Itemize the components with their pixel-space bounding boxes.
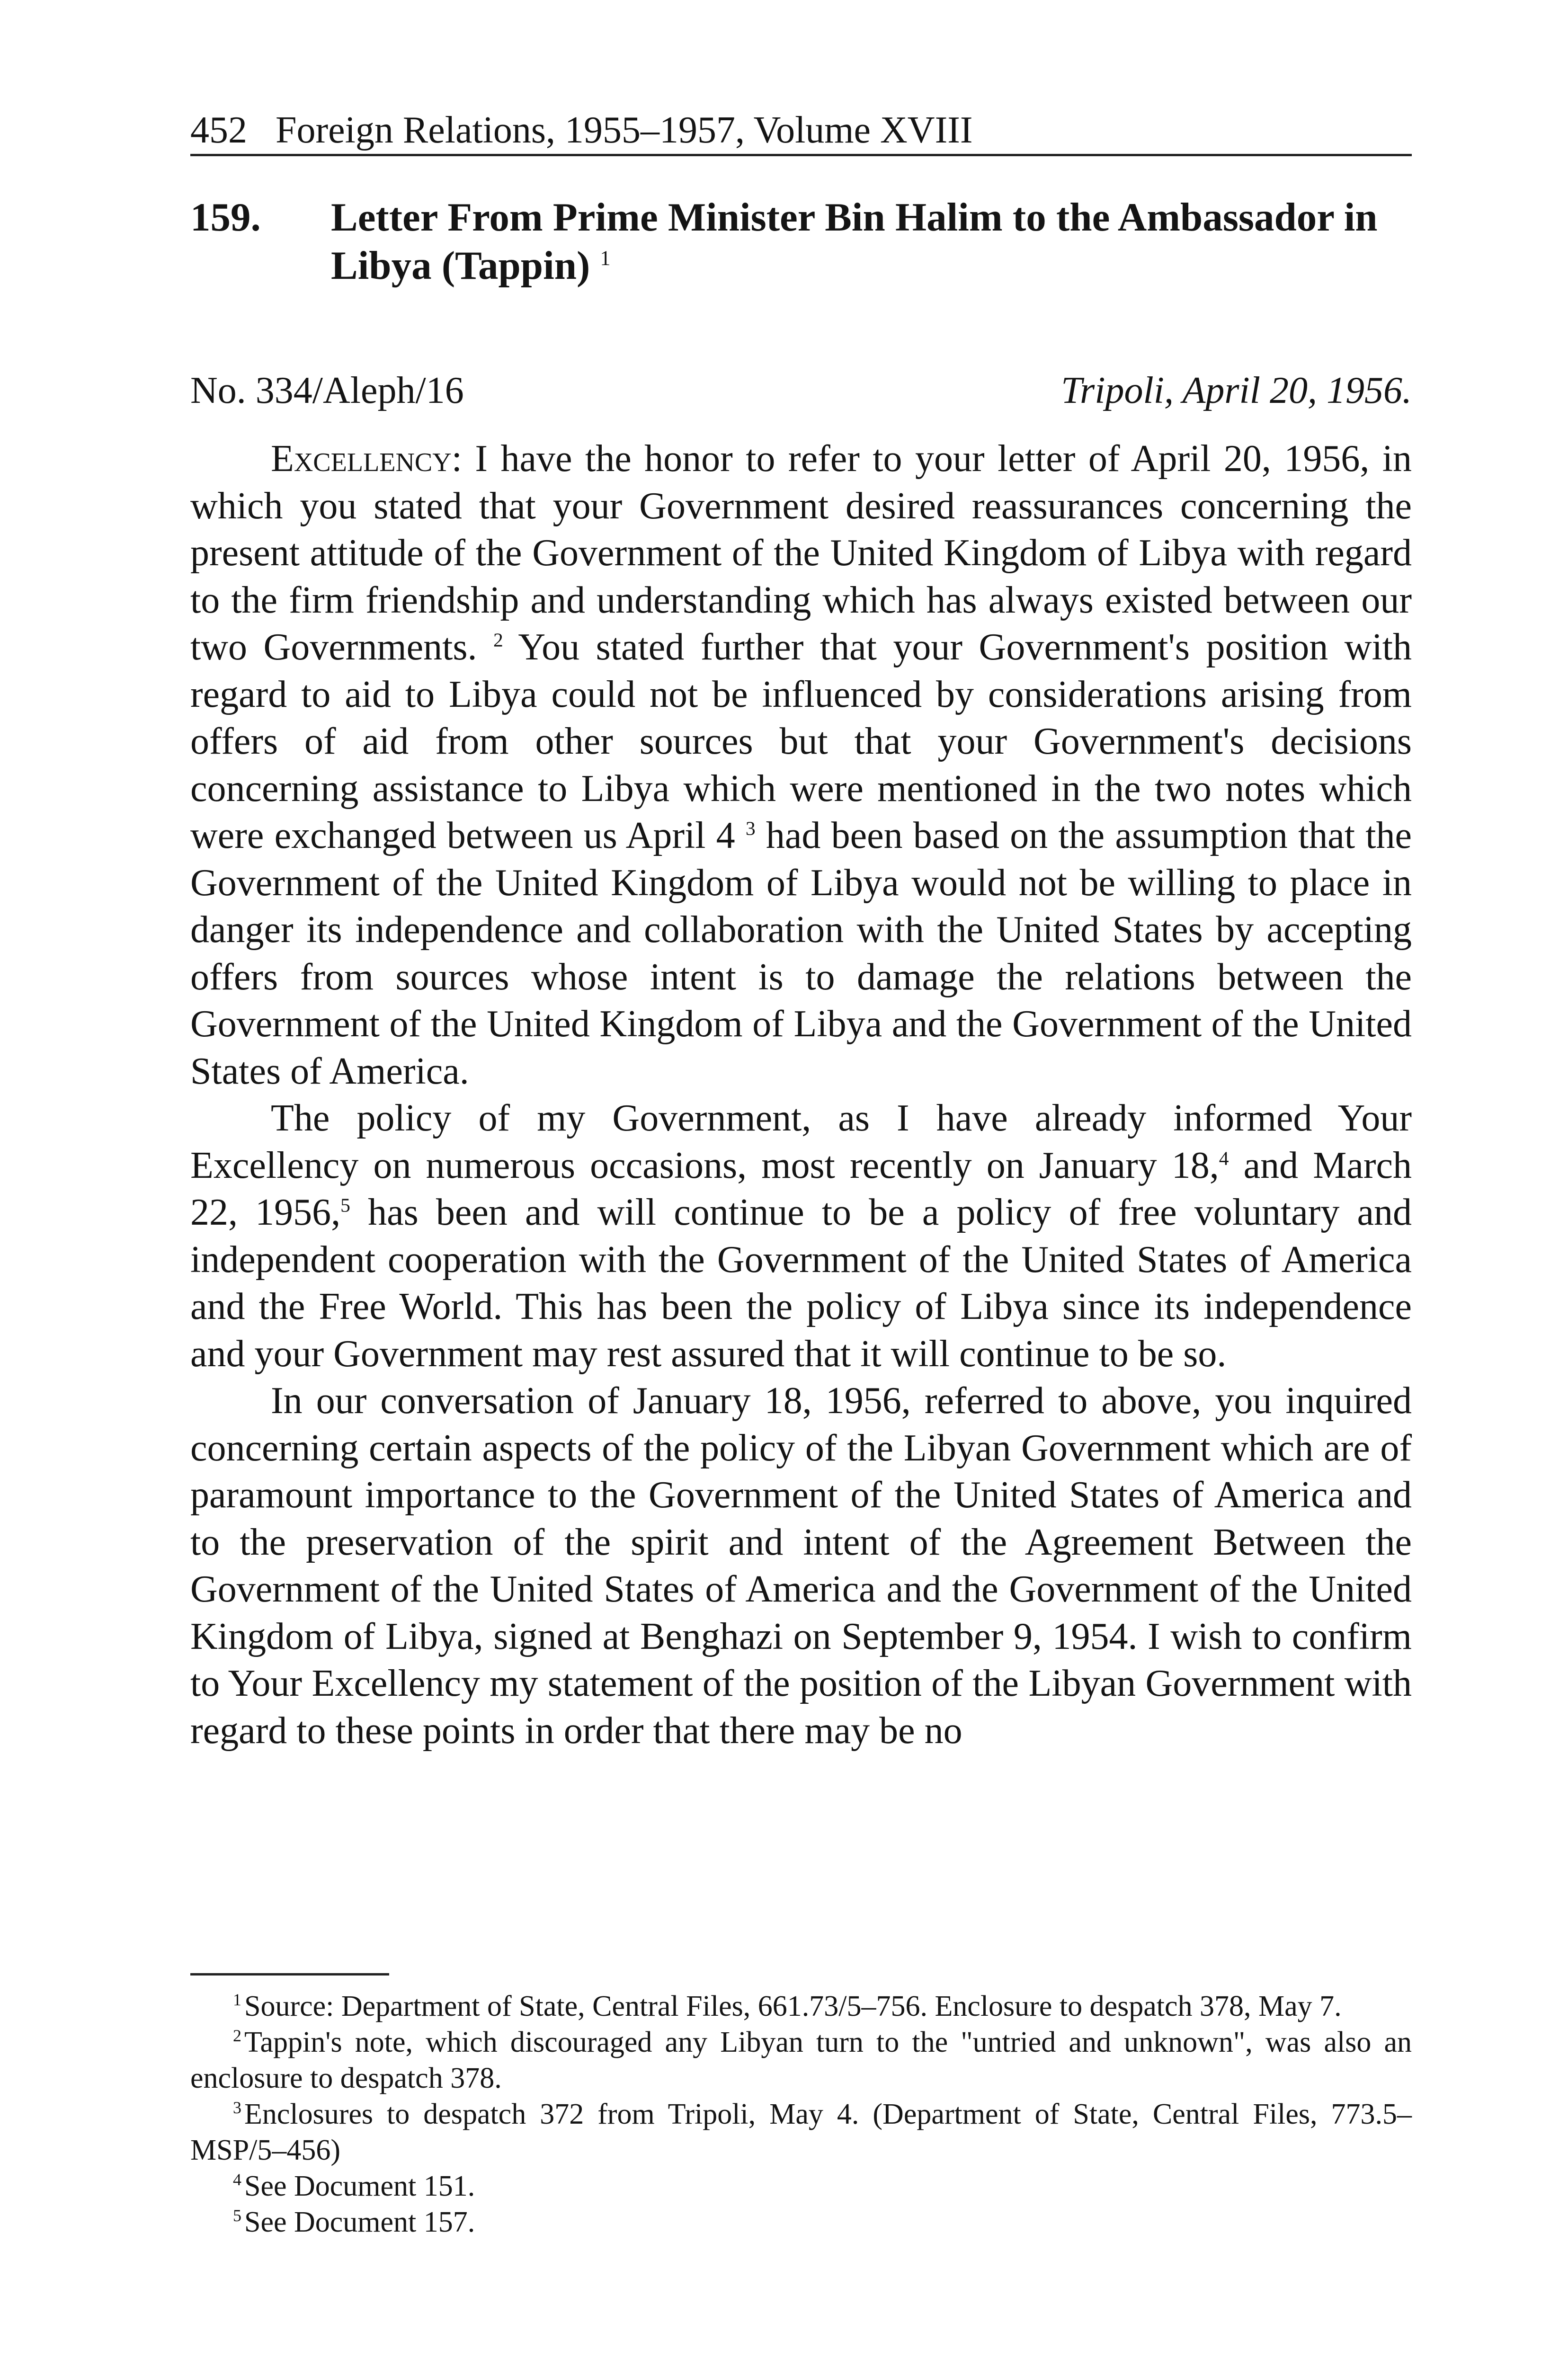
footnote-rule: [190, 1973, 389, 1975]
footnote-ref-3: 3: [745, 817, 756, 839]
footnote-text: Enclosures to despatch 372 from Tripoli, May 4. (Department of State, Central Files, 773.5–MSP/5–456): [190, 2098, 1412, 2166]
footnote-2: [190, 2024, 1412, 2096]
footnote-3: [190, 2096, 1412, 2168]
paragraph-1: [190, 436, 1412, 1095]
paragraph-2-text-c: has been and will continue to be a policy of free voluntary and independent cooperation with the Government of the United States of America and the Free World. This has been the policy of Libya since its independence and your Government may rest assured that it will continue to be so.: [190, 1192, 1412, 1375]
salutation: Excellency:: [271, 438, 462, 480]
footnote-ref-1: 1: [600, 246, 611, 270]
document-title-text: Letter From Prime Minister Bin Halim to the Ambassador in Libya (Tappin): [331, 195, 1378, 288]
footnote-text: Source: Department of State, Central Files, 661.73/5–756. Enclosure to despatch 378, May 7.: [244, 1990, 1342, 2022]
footnote-mark: 4: [233, 2170, 241, 2189]
footnote-1: [190, 1988, 1412, 2024]
footnote-4: [190, 2168, 1412, 2204]
document-number: 159.: [190, 195, 261, 240]
footnote-mark: 2: [233, 2026, 241, 2046]
running-head: [190, 107, 1412, 156]
dateline: [190, 365, 1412, 417]
paragraph-2: [190, 1095, 1412, 1378]
footnote-5: [190, 2204, 1412, 2240]
footnote-mark: 3: [233, 2098, 241, 2118]
footnote-mark: 5: [233, 2206, 241, 2225]
footnote-ref-2: 2: [493, 629, 503, 651]
footnotes: [190, 1988, 1412, 2240]
letter-body: [190, 436, 1412, 1754]
footnote-text: See Document 151.: [244, 2170, 475, 2202]
footnote-text: Tappin's note, which discouraged any Libyan turn to the "untried and unknown", was also an enclosure to despatch 378.: [190, 2026, 1412, 2094]
document-reference: No. 334/Aleph/16: [190, 370, 464, 411]
document-title: [331, 193, 1412, 290]
series-title: Foreign Relations, 1955–1957, Volume XVIII: [276, 109, 973, 151]
paragraph-2-text-b: and March 22, 1956,: [190, 1144, 1412, 1233]
place-date: Tripoli, April 20, 1956.: [1061, 370, 1412, 411]
paragraph-1-text-c: had been based on the assumption that the Government of the United Kingdom of Libya would not be willing to place in danger its independence and collaboration with the United States by accepting offers from sources whose intent is to damage the relations between the Government of the United Kingdom of Libya and the Government of the United States of America.: [190, 815, 1412, 1092]
paragraph-1-text-a: I have the honor to refer to your letter of April 20, 1956, in which you stated that your Government desired reassurances concerning the present attitude of the Government of the United Kingdom of Libya with regard to the firm friendship and understanding which has always existed between our two Governments.: [190, 438, 1412, 668]
document-heading: [190, 193, 1412, 290]
footnote-ref-5: 5: [340, 1194, 350, 1216]
footnote-ref-4: 4: [1219, 1147, 1229, 1169]
page-number: 452: [190, 109, 247, 151]
footnote-mark: 1: [233, 1990, 241, 2010]
paragraph-3: In our conversation of January 18, 1956, referred to above, you inquired concerning certain aspects of the policy of the Libyan Government which are of paramount importance to the Government of the United States of America and to the preservation of the spirit and intent of the Agreement Between the Government of the United States of America and the Government of the United Kingdom of Libya, signed at Benghazi on September 9, 1954. I wish to confirm to Your Excellency my statement of the position of the Libyan Government with regard to these points in order that there may be no: [190, 1380, 1412, 1752]
footnote-text: See Document 157.: [244, 2206, 475, 2238]
paragraph-1-text-b: You stated further that your Government's position with regard to aid to Libya could not be influenced by considerations arising from offers of aid from other sources but that your Government's decisions concerning assistance to Libya which were mentioned in the two notes which were exchanged between us April 4: [190, 626, 1412, 856]
paragraph-2-text-a: The policy of my Government, as I have already informed Your Excellency on numerous occasions, most recently on January 18,: [190, 1097, 1412, 1186]
